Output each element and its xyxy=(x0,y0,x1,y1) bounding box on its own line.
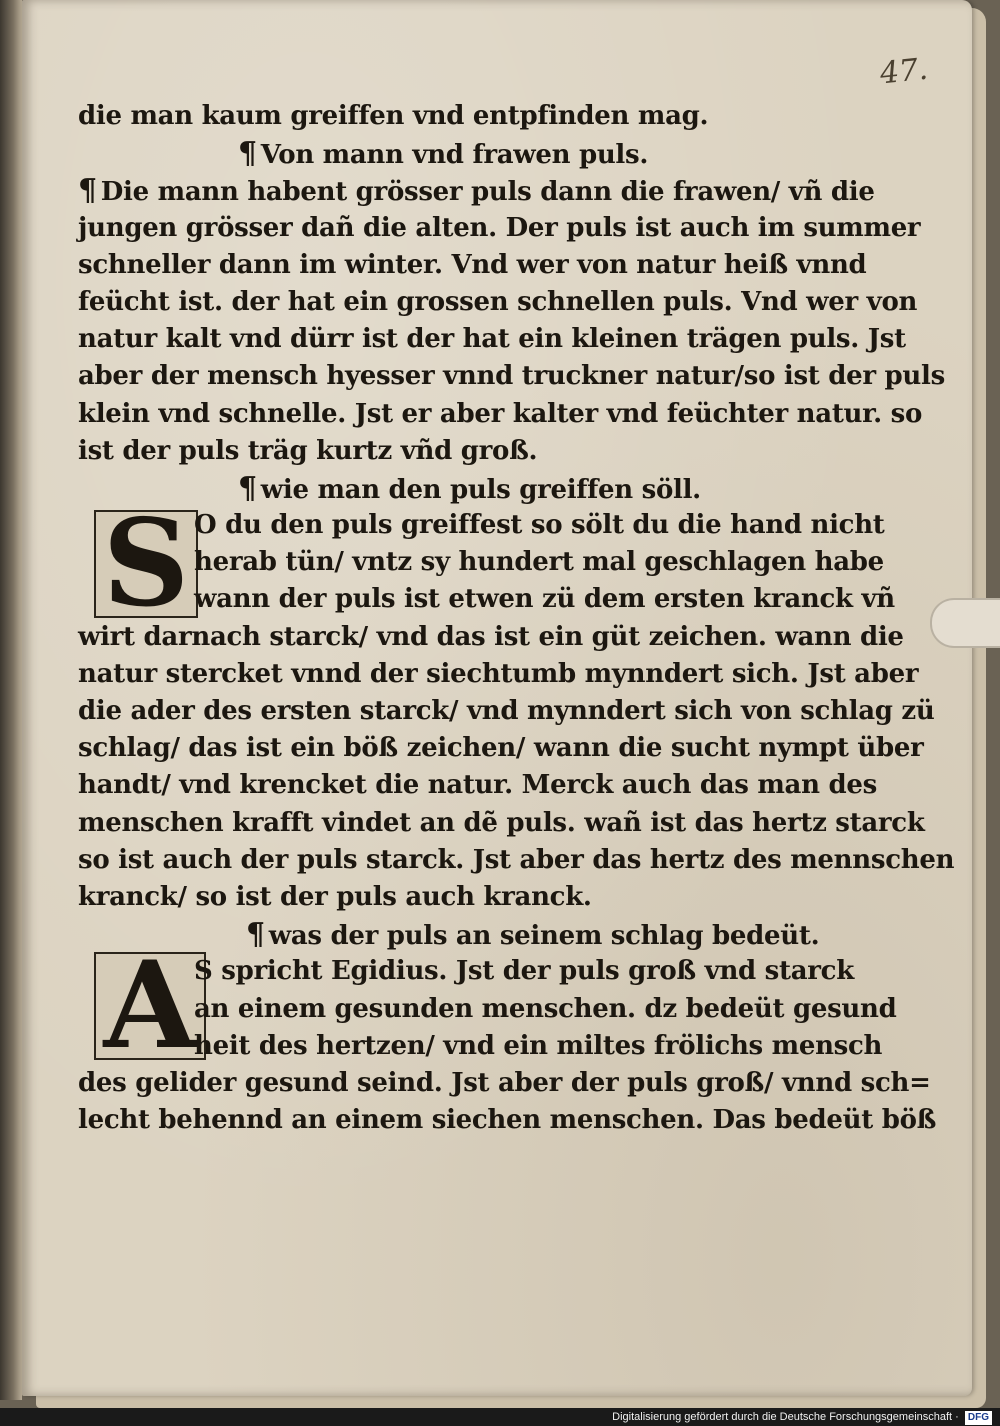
heading-text: was der puls an seinem schlag bedeüt. xyxy=(268,921,820,952)
initial-a: A xyxy=(94,952,206,1060)
heading-line xyxy=(78,135,798,172)
text-line: klein vnd schnelle. Jst er aber kalter vnd feüchter natur. so xyxy=(78,398,923,429)
page-text xyxy=(78,98,955,1139)
text-line: heit des hertzen/ vnd ein miltes frölichs mensch xyxy=(194,1030,883,1061)
initial-s: S xyxy=(94,510,198,618)
text-line: herab tün/ vntz sy hundert mal geschlagen habe xyxy=(194,547,884,578)
pilcrow-icon: ¶ xyxy=(78,173,97,209)
text-line: natur stercket vnnd der siechtumb mynndert sich. Jst aber xyxy=(78,658,919,689)
text-line: kranck/ so ist der puls auch kranck. xyxy=(78,881,592,912)
text-line: an einem gesunden menschen. dz bedeüt gesund xyxy=(194,993,897,1024)
text-line: lecht behennd an einem siechen menschen. Das bedeüt böß xyxy=(78,1105,937,1136)
heading-text: Von mann vnd frawen puls. xyxy=(260,140,649,171)
text-line: O du den puls greiffest so sölt du die hand nicht xyxy=(194,510,885,541)
footer-bar: Digitalisierung gefördert durch die Deutsche Forschungsgemeinschaft · DFG xyxy=(0,1408,1000,1426)
text-line xyxy=(78,172,875,209)
text-line: die ader des ersten starck/ vnd mynndert sich von schlag zü xyxy=(78,696,935,726)
text-line: schlag/ das ist ein böß zeichen/ wann die sucht nympt über xyxy=(78,733,924,764)
text-line: S spricht Egidius. Jst der puls groß vnd starck xyxy=(194,956,854,987)
text-line-content: handt/ vnd krencket die natur. Merck auch das man des xyxy=(78,770,877,801)
text-line: aber der mensch hyesser vnnd truckner natur/so ist der puls xyxy=(78,361,945,392)
text-line: die man kaum greiffen vnd entpfinden mag. xyxy=(78,101,709,131)
footer-text: Digitalisierung gefördert durch die Deutsche Forschungsgemeinschaft xyxy=(612,1411,953,1423)
heading-line xyxy=(78,916,820,953)
folio-number: 47. xyxy=(878,51,930,92)
dfg-logo: DFG xyxy=(965,1411,992,1425)
text-line: wirt darnach starck/ vnd das ist ein güt zeichen. wann die xyxy=(78,621,904,652)
text-line xyxy=(78,767,877,804)
text-line: feücht ist. der hat ein grossen schnellen puls. Vnd wer von xyxy=(78,286,918,317)
book-gutter xyxy=(0,0,22,1400)
text-line-content: Die mann habent grösser puls dann die frawen/ vñ die xyxy=(100,177,875,208)
text-line: natur kalt vnd dürr ist der hat ein kleinen trägen puls. Jst xyxy=(78,324,906,355)
heading-text: wie man den puls greiffen söll. xyxy=(260,474,701,505)
page-clip xyxy=(930,598,1000,648)
text-line: des gelider gesund seind. Jst aber der puls groß/ vnnd sch= xyxy=(78,1067,931,1098)
pilcrow-icon: ¶ xyxy=(238,470,257,506)
heading-line xyxy=(78,470,798,507)
text-line: ist der puls träg kurtz vñd groß. xyxy=(78,435,538,466)
text-line: so ist auch der puls starck. Jst aber das hertz des mennschen xyxy=(78,844,955,875)
pilcrow-icon: ¶ xyxy=(246,917,265,953)
text-line: schneller dann im winter. Vnd wer von natur heiß vnnd xyxy=(78,249,867,280)
text-line: menschen krafft vindet an dẽ puls. wañ ist das hertz starck xyxy=(78,807,925,838)
text-line: wann der puls ist etwen zü dem ersten kranck vñ xyxy=(194,584,895,615)
pilcrow-icon: ¶ xyxy=(238,136,257,172)
text-line: jungen grösser dañ die alten. Der puls ist auch im summer xyxy=(78,212,921,243)
